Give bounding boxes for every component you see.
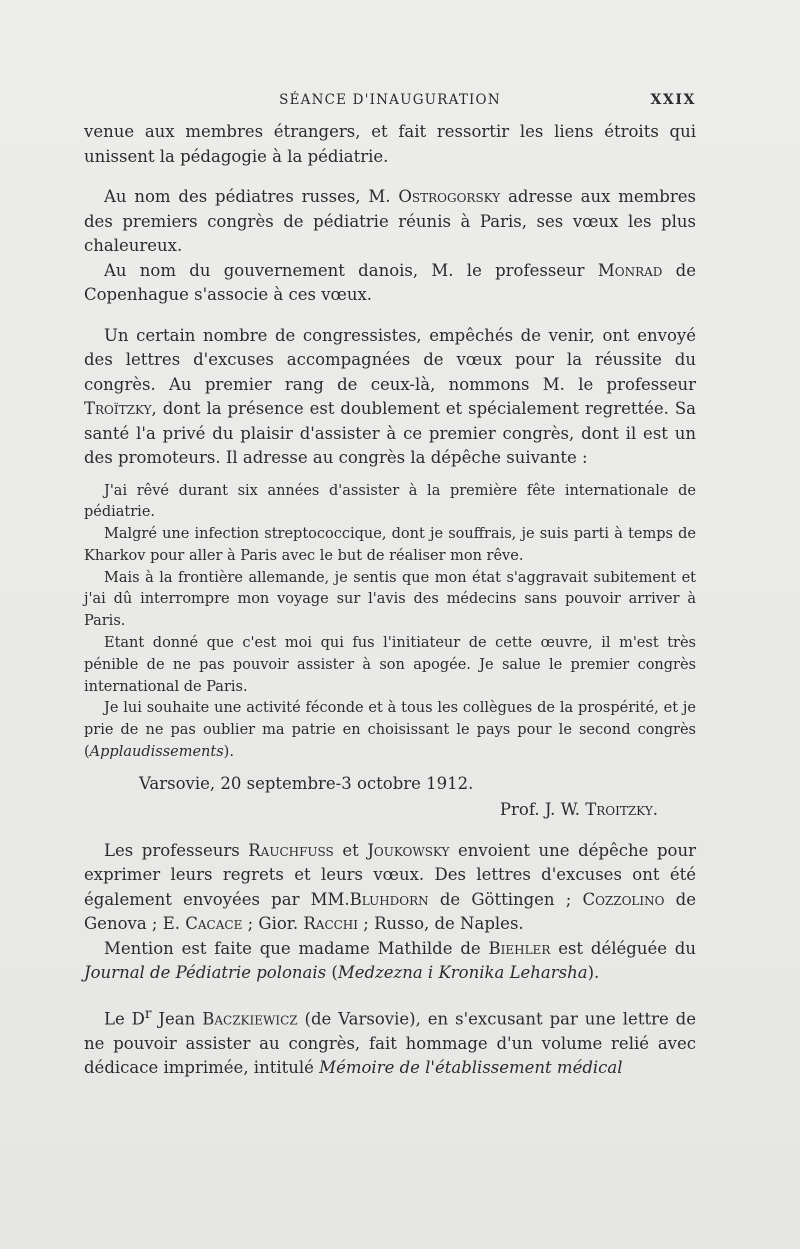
running-title: SÉANCE D'INAUGURATION xyxy=(279,92,501,108)
superscript: r xyxy=(144,1005,152,1022)
text-run: de Copenhague s'associe à ces vœux. xyxy=(84,260,697,304)
running-header xyxy=(84,90,696,112)
person-name: Troïtzky xyxy=(84,399,152,418)
page-body xyxy=(84,120,696,1081)
text-run: ; Russo, de Naples. xyxy=(358,914,524,934)
telegram-quote xyxy=(84,481,696,764)
text-run: , dont la présence est doublement et spécialement regrettée. Sa santé l'a privé du plaisir d'assister à ce premier congrès, dont il est un des promoteurs. Il adresse au congrès la dépêche suivante : xyxy=(84,399,696,467)
person-name: Racchi xyxy=(303,914,359,934)
person-name: Cacace xyxy=(185,914,243,934)
paragraph-monrad xyxy=(84,259,696,308)
paragraph-excuses xyxy=(84,839,696,937)
text-run: Les professeurs xyxy=(104,840,249,860)
person-name: Baczkiewicz xyxy=(202,1009,298,1029)
text-run: envoient une dépêche pour exprimer leurs regrets et leurs vœux. Des lettres d'excuses ont été également envoyées par MM. xyxy=(84,840,696,909)
text-run: Je lui souhaite une activité féconde et à tous les collègues de la prospérité, et je prie de ne pas oublier ma patrie en choisissant le pays pour le second congrès ( xyxy=(84,700,696,761)
text-run: Au nom du gouvernement danois, M. le professeur xyxy=(104,260,598,280)
text-run: Prof. J. W. xyxy=(499,800,586,820)
text-run: Un certain nombre de congressistes, empêchés de venir, ont envoyé des lettres d'excuses accompagnées de vœux pour la réussite du congrès. Au premier rang de ceux-là, nommons M. le professeur xyxy=(84,325,696,394)
person-name: Rauchfuss xyxy=(248,840,334,860)
paragraph-biehler xyxy=(84,937,696,986)
person-name: Bluhdorn xyxy=(349,889,429,909)
italic-text: Medzezna i Kronika Leharsha xyxy=(337,963,588,983)
quote-paragraph: Etant donné que c'est moi qui fus l'initiateur de cette œuvre, il m'est très pénible de ne pas pouvoir assister à son apogée. Je salue le premier congrès international de Paris. xyxy=(84,635,696,695)
paragraph-troitzky xyxy=(84,324,696,471)
text-run: ( xyxy=(326,963,338,983)
paragraph-ostrogorsky xyxy=(84,185,696,259)
quote-paragraph xyxy=(84,698,696,763)
text-run: ). xyxy=(223,744,234,761)
quote-paragraph: Mais à la frontière allemande, je sentis que mon état s'aggravait subitement et j'ai dû interrompre mon voyage sur l'avis des médecins sans pouvoir arriver à Paris. xyxy=(84,569,696,630)
text-run: Jean xyxy=(151,1009,203,1029)
quote-paragraph: J'ai rêvé durant six années d'assister à la première fête internationale de pédiatrie. xyxy=(84,482,696,521)
italic-text: Applaudissements xyxy=(89,744,224,761)
text-run: Au nom des pédiatres russes, M. xyxy=(104,187,399,206)
person-name: Ostrogorsky xyxy=(398,187,501,206)
text-run: Mention est faite que madame Mathilde de xyxy=(104,938,489,958)
text-run: Le D xyxy=(104,1009,145,1029)
page-number: XXIX xyxy=(650,92,696,108)
text-run: ; Gior. xyxy=(242,914,304,934)
text-run: ). xyxy=(587,963,600,983)
quote-paragraph: Malgré une infection streptococcique, dont je souffrais, je suis parti à temps de Kharkov pour aller à Paris avec le but de réaliser mon rêve. xyxy=(84,526,696,564)
person-name: Troitzky. xyxy=(585,800,658,820)
person-name: Monrad xyxy=(597,260,663,280)
text-run: est déléguée du xyxy=(550,938,696,958)
italic-text: Mémoire de l'établissement médical xyxy=(319,1058,623,1078)
italic-text: Journal de Pédiatrie polonais xyxy=(84,963,327,983)
telegram-place-date: Varsovie, 20 septembre-3 octobre 1912. xyxy=(139,773,474,793)
person-name: Cozzolino xyxy=(582,889,665,909)
text-run: et xyxy=(333,840,368,860)
person-name: Joukowsky xyxy=(367,840,450,860)
text-run: de Genova ; E. xyxy=(84,889,696,934)
text-run: adresse aux membres des premiers congrès de pédiatrie réunis à Paris, ses vœux les plus chaleureux. xyxy=(84,187,696,255)
telegram-signature xyxy=(84,798,696,823)
person-name: Biehler xyxy=(488,938,551,958)
text-run: de Göttingen ; xyxy=(428,889,583,909)
text-run: (de Varsovie), en s'excusant par une lettre de ne pouvoir assister au congrès, fait hommage d'un volume relié avec dédicace imprimée, intitulé xyxy=(84,1009,697,1078)
paragraph-baczkiewicz xyxy=(84,1002,696,1081)
paragraph-continued: venue aux membres étrangers, et fait ressortir les liens étroits qui unissent la pédagogie à la pédiatrie. xyxy=(84,122,696,166)
